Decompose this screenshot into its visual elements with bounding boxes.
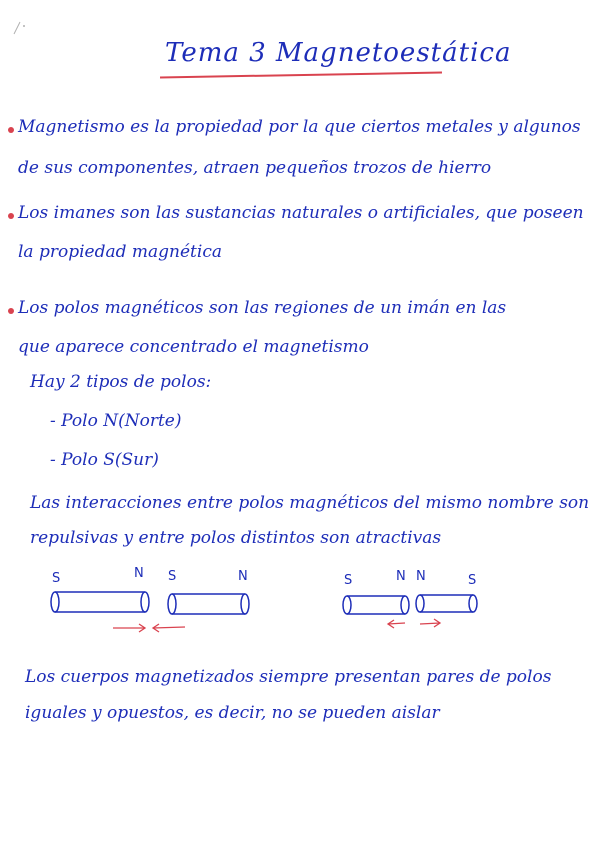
- right-magnet-2: [416, 595, 477, 612]
- pole-s-item: - Polo S(Sur): [50, 450, 159, 470]
- page-title: Tema 3 Magnetoestática: [165, 38, 512, 68]
- pole-n-item: - Polo N(Norte): [50, 411, 182, 431]
- p4-line2: repulsivas y entre polos distintos son atractivas: [30, 528, 442, 548]
- p5-line2: iguales y opuestos, es decir, no se pueden aislar: [25, 703, 440, 723]
- left-magnet-1-n: N: [134, 566, 144, 581]
- p2-line1: Los imanes son las sustancias naturales o artificiales, que poseen: [18, 203, 584, 223]
- right-magnet-1-s: S: [344, 573, 353, 588]
- right-magnet-1: [343, 596, 409, 614]
- p1-line2: de sus componentes, atraen pequeños trozos de hierro: [18, 158, 492, 178]
- p4-line1: Las interacciones entre polos magnéticos del mismo nombre son: [30, 493, 590, 513]
- p3-line2: que aparece concentrado el magnetismo: [18, 337, 369, 357]
- left-magnet-1-s: S: [52, 571, 61, 586]
- attraction-arrows: [113, 624, 185, 632]
- right-magnet-2-n: N: [416, 569, 426, 584]
- left-magnet-2-n: N: [238, 569, 248, 584]
- right-magnet-1-n: N: [396, 569, 406, 584]
- right-magnet-2-s: S: [468, 573, 477, 588]
- p1-line1: Magnetismo es la propiedad por la que ciertos metales y algunos: [18, 117, 581, 137]
- left-magnet-1: [51, 592, 149, 612]
- p3-line1: Los polos magnéticos son las regiones de un imán en las: [18, 298, 507, 318]
- p3-line3: Hay 2 tipos de polos:: [30, 372, 212, 392]
- left-magnet-2-s: S: [168, 569, 177, 584]
- repulsion-arrows: [388, 619, 440, 628]
- p5-line1: Los cuerpos magnetizados siempre presentan pares de polos: [25, 667, 552, 687]
- left-magnet-2: [168, 594, 249, 614]
- p2-line2: la propiedad magnética: [18, 242, 222, 262]
